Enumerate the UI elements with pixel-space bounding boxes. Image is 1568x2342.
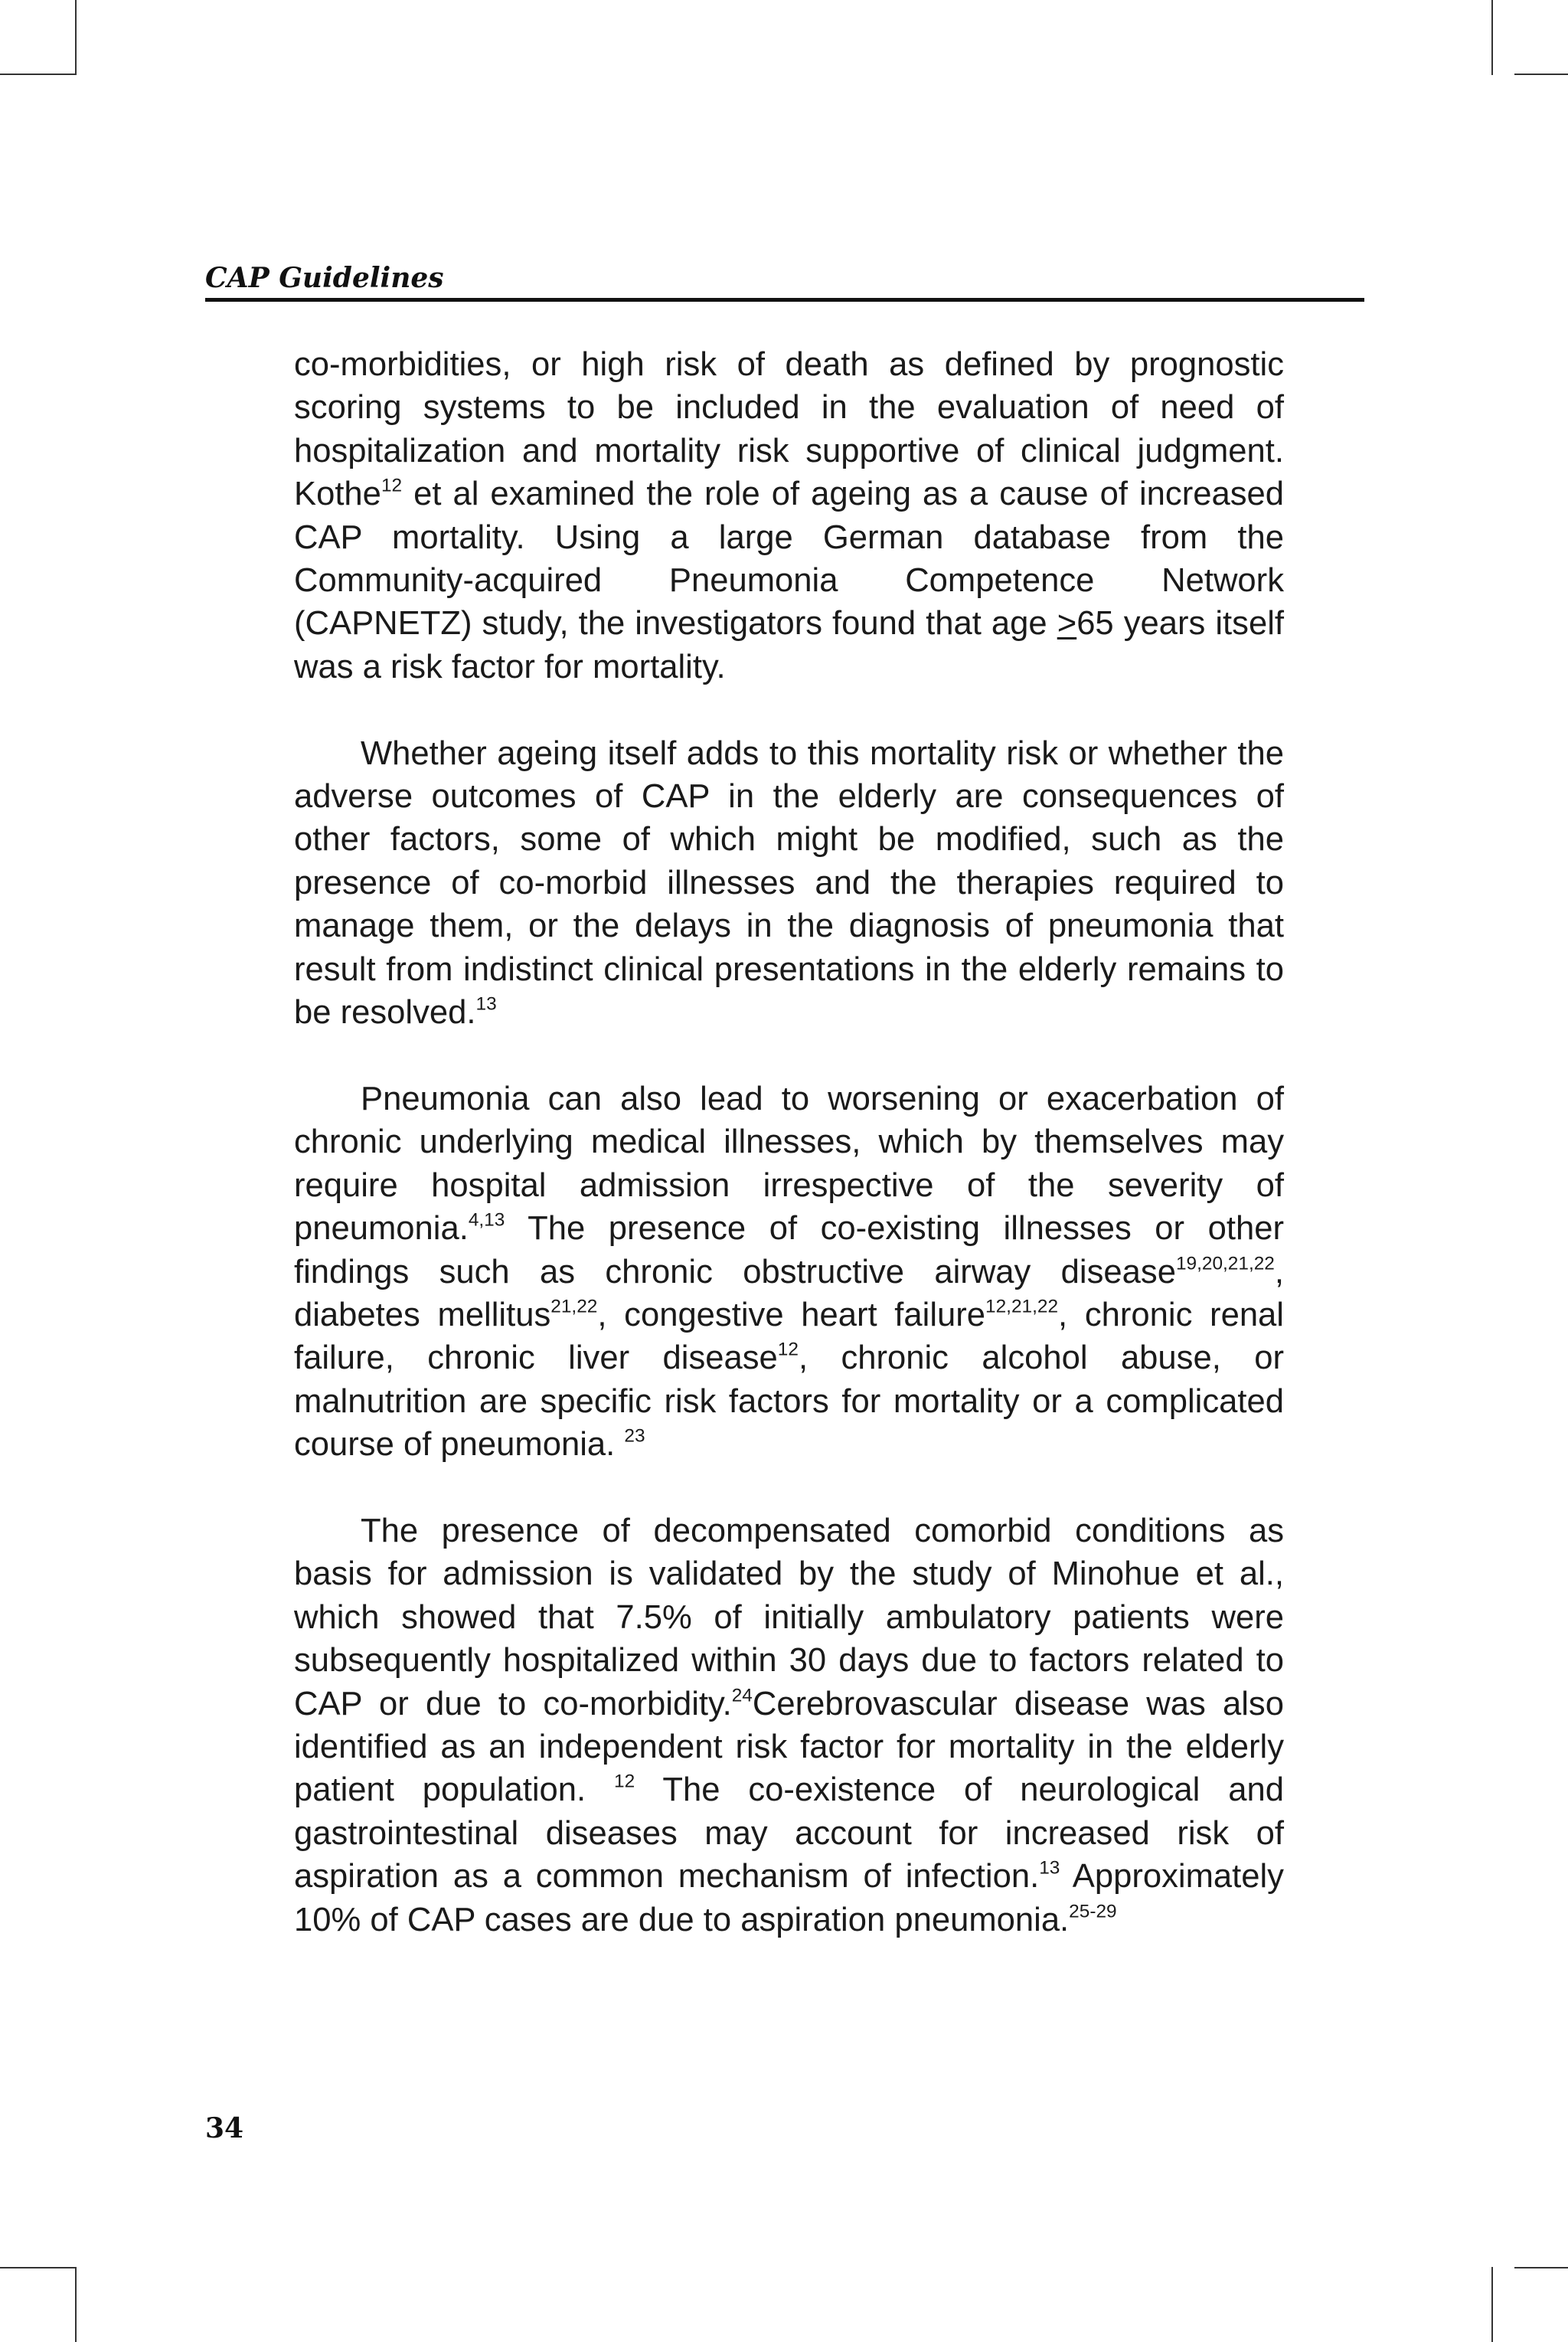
citation-ref: 21,22	[550, 1296, 598, 1317]
text-run: Pneumonia can also lead to worsening or exacerbation of chronic underlying medical illnesses, which by themselves may require hospital admission irrespective of the severity of pneumonia.	[294, 1080, 1284, 1248]
text-run: 65 years itself was a risk factor for mortality.	[294, 605, 1284, 685]
citation-ref: 12,21,22	[985, 1296, 1059, 1317]
paragraph-1	[294, 343, 1284, 689]
paragraph-4	[294, 1510, 1284, 1941]
text-run: The co-existence of neurological and gastrointestinal diseases may account for increased risk of aspiration as a common mechanism of infection.	[294, 1771, 1284, 1896]
text-run: Approximately 10% of CAP cases are due to aspiration pneumonia.	[294, 1858, 1284, 1938]
citation-ref: 12	[777, 1339, 799, 1360]
crop-mark-bottom-right	[1491, 2267, 1493, 2342]
text-run: Cerebrovascular disease was also identified as an independent risk factor for mortality in the elderly patient population.	[294, 1685, 1284, 1809]
crop-mark-bottom-right	[1514, 2267, 1568, 2268]
running-head-title: CAP Guidelines	[205, 262, 444, 294]
text-run: et al examined the role of ageing as a cause of increased CAP mortality. Using a large German database from the Community-acquired Pneumonia Competence Network (CAPNETZ) study, the investigators found that age	[294, 476, 1284, 643]
citation-ref: 25-29	[1069, 1901, 1117, 1922]
citation-ref: 24	[731, 1684, 753, 1706]
text-run: , diabetes mellitus	[294, 1253, 1284, 1333]
text-run: co-morbidities, or high risk of death as defined by prognostic scoring systems to be included in the evaluation of need of hospitalization and mortality risk supportive of clinical judgment. Kothe	[294, 346, 1284, 513]
text-run: The presence of decompensated comorbid conditions as basis for admission is validated by the study of Minohue et al., which showed that 7.5% of initially ambulatory patients were subsequently hospitalized within 30 days due to factors related to CAP or due to co-morbidity.	[294, 1512, 1284, 1722]
crop-mark-top-left	[75, 0, 77, 75]
text-run: , chronic alcohol abuse, or malnutrition are specific risk factors for mortality or a complicated course of pneumonia.	[294, 1339, 1284, 1464]
text-run: Whether ageing itself adds to this mortality risk or whether the adverse outcomes of CAP in the elderly are consequences of other factors, some of which might be modified, such as the presence of co-morbid illnesses and the therapies required to manage them, or the delays in the diagnosis of pneumonia that result from indistinct clinical presentations in the elderly remains to be resolved.	[294, 734, 1284, 1032]
header-rule	[205, 298, 1364, 302]
paragraph-3	[294, 1078, 1284, 1467]
citation-ref: 4,13	[468, 1209, 505, 1231]
citation-ref: 12	[381, 475, 403, 496]
citation-ref: 13	[1039, 1857, 1060, 1879]
text-run: , congestive heart failure	[597, 1296, 986, 1333]
paragraph-2	[294, 732, 1284, 1035]
crop-mark-top-right	[1491, 0, 1493, 75]
body-text	[294, 343, 1284, 1941]
crop-mark-top-left	[0, 74, 77, 75]
crop-mark-top-right	[1514, 74, 1568, 75]
text-run: , chronic renal failure, chronic liver disease	[294, 1296, 1284, 1377]
crop-mark-bottom-left	[0, 2267, 77, 2268]
citation-ref: 12	[614, 1771, 635, 1792]
citation-ref: 19,20,21,22	[1175, 1252, 1275, 1274]
text-run: The presence of co-existing illnesses or other findings such as chronic obstructive airway disease	[294, 1210, 1284, 1290]
greater-or-equal-sign: >	[1057, 605, 1077, 643]
crop-mark-bottom-left	[75, 2267, 77, 2342]
page-number: 34	[205, 2112, 244, 2144]
citation-ref: 13	[475, 993, 497, 1015]
citation-ref: 23	[624, 1425, 645, 1447]
